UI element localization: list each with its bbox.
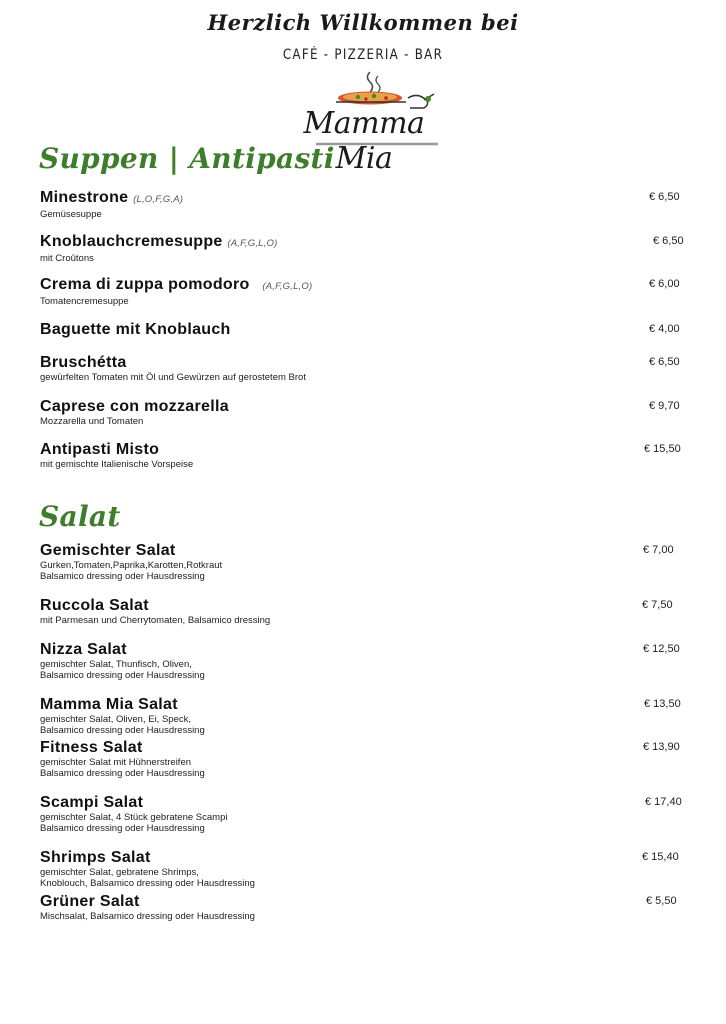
item-name: Nizza Salat bbox=[40, 641, 127, 658]
item-name: Minestrone bbox=[40, 189, 129, 206]
item-description: mit Parmesan und Cherrytomaten, Balsamico dressing bbox=[40, 615, 271, 626]
item-description: Balsamico dressing oder Hausdressing bbox=[40, 670, 205, 681]
item-description: Mischsalat, Balsamico dressing oder Hausdressing bbox=[40, 911, 255, 922]
item-description: Balsamico dressing oder Hausdressing bbox=[40, 823, 205, 834]
item-allergens: (A,F,G,L,O) bbox=[227, 238, 278, 249]
item-price: € 6,50 bbox=[649, 356, 680, 368]
item-description: Balsamico dressing oder Hausdressing bbox=[40, 571, 205, 582]
item-name: Baguette mit Knoblauch bbox=[40, 321, 231, 338]
item-price: € 12,50 bbox=[643, 643, 680, 655]
item-price: € 7,00 bbox=[643, 544, 674, 556]
item-description: gemischter Salat, Oliven, Ei, Speck, bbox=[40, 714, 192, 725]
item-description: mit Croûtons bbox=[40, 253, 94, 264]
menu-item bbox=[40, 849, 700, 889]
item-price: € 15,50 bbox=[644, 443, 681, 455]
item-name: Caprese con mozzarella bbox=[40, 398, 229, 415]
menu-item bbox=[40, 893, 700, 922]
item-name: Bruschétta bbox=[40, 354, 127, 371]
item-price: € 4,00 bbox=[649, 323, 680, 335]
menu-item bbox=[40, 597, 700, 626]
item-name: Knoblauchcremesuppe bbox=[40, 233, 223, 250]
menu-item bbox=[40, 354, 700, 383]
item-price: € 13,50 bbox=[644, 698, 681, 710]
menu-item bbox=[40, 542, 700, 582]
item-description: gemischter Salat, gebratene Shrimps, bbox=[40, 867, 199, 878]
item-description: Mozzarella und Tomaten bbox=[40, 416, 144, 427]
item-description: Balsamico dressing oder Hausdressing bbox=[40, 725, 205, 736]
item-name: Crema di zuppa pomodoro bbox=[40, 276, 250, 293]
item-description: Balsamico dressing oder Hausdressing bbox=[40, 768, 205, 779]
menu-header bbox=[0, 0, 726, 176]
item-description: Knoblouch, Balsamico dressing oder Hausdressing bbox=[40, 878, 255, 889]
item-description: gemischter Salat, 4 Stück gebratene Scampi bbox=[40, 812, 228, 823]
item-price: € 6,00 bbox=[649, 278, 680, 290]
item-name: Antipasti Misto bbox=[40, 441, 160, 458]
item-description: Gemüsesuppe bbox=[40, 209, 102, 220]
item-name: Grüner Salat bbox=[40, 893, 140, 910]
item-description: gemischter Salat mit Hühnerstreifen bbox=[40, 757, 192, 768]
item-price: € 9,70 bbox=[649, 400, 680, 412]
item-description: gemischter Salat, Thunfisch, Oliven, bbox=[40, 659, 192, 670]
item-price: € 7,50 bbox=[642, 599, 673, 611]
greeting: Herzlich Willkommen bei bbox=[207, 10, 519, 35]
item-description: mit gemischte Italienische Vorspeise bbox=[40, 459, 194, 470]
item-name: Fitness Salat bbox=[40, 739, 143, 756]
menu-item bbox=[40, 441, 700, 470]
section-title-suppen-antipasti: Suppen | Antipasti bbox=[39, 142, 335, 175]
item-allergens: (A,F,G,L,O) bbox=[262, 281, 313, 292]
item-name: Ruccola Salat bbox=[40, 597, 149, 614]
menu-item bbox=[40, 739, 700, 779]
item-name: Gemischter Salat bbox=[40, 542, 176, 559]
logo-text: Mamma Mia bbox=[303, 106, 425, 176]
item-allergens: (L,O,F,G,A) bbox=[133, 194, 184, 205]
menu-item bbox=[40, 641, 700, 681]
menu-item bbox=[40, 276, 700, 307]
item-description: Gurken,Tomaten,Paprika,Karotten,Rotkraut bbox=[40, 560, 223, 571]
section-title-salat: Salat bbox=[39, 500, 121, 533]
item-name: Scampi Salat bbox=[40, 794, 144, 811]
item-description: gewürfelten Tomaten mit Öl und Gewürzen auf gerostetem Brot bbox=[40, 372, 306, 383]
item-price: € 15,40 bbox=[642, 851, 679, 863]
menu-item bbox=[40, 398, 700, 427]
menu-item bbox=[40, 794, 700, 834]
item-price: € 13,90 bbox=[643, 741, 680, 753]
item-name: Mamma Mia Salat bbox=[40, 696, 178, 713]
item-price: € 5,50 bbox=[646, 895, 677, 907]
menu-item bbox=[40, 189, 700, 220]
item-name: Shrimps Salat bbox=[40, 849, 151, 866]
item-price: € 6,50 bbox=[653, 235, 684, 247]
item-description: Tomatencremesuppe bbox=[40, 296, 129, 307]
item-price: € 17,40 bbox=[645, 796, 682, 808]
subtitle: CAFÉ - PIZZERIA - BAR bbox=[282, 47, 444, 63]
menu-item bbox=[40, 696, 700, 736]
menu-item bbox=[40, 321, 700, 339]
item-price: € 6,50 bbox=[649, 191, 680, 203]
menu-item bbox=[40, 233, 700, 264]
